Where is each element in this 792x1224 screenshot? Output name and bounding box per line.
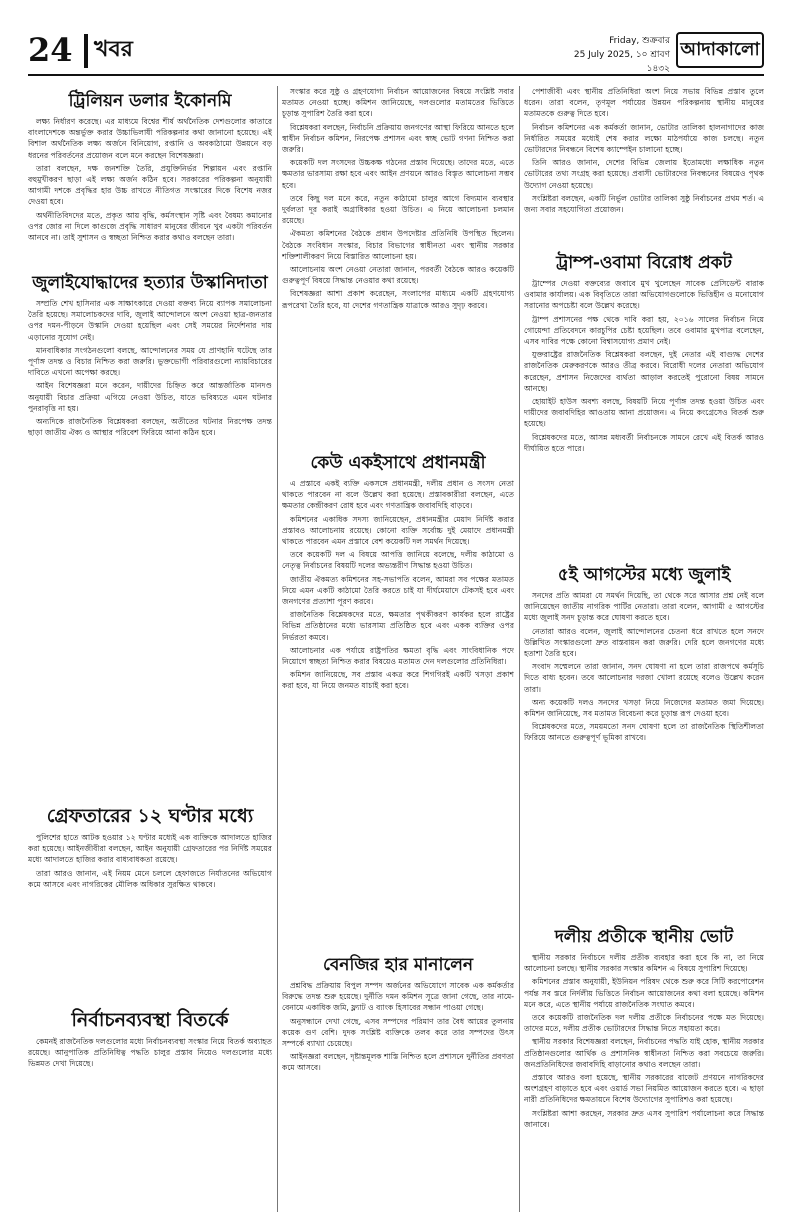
story-body: [524, 86, 764, 246]
paragraph: হোয়াইট হাউস অবশ্য বলছে, বিষয়টি নিয়ে পূর্ণাঙ্গ তদন্ত হওয়া উচিত এবং দায়ীদের জবাবদিহির আওতায় আনা প্রয়োজন। এ নিয়ে কংগ্রেসেও বিতর্ক শুরু হয়েছে।: [524, 397, 764, 429]
paragraph: পুলিশের হাতে আটক হওয়ার ১২ ঘণ্টার মধ্যেই এক ব্যক্তিকে আদালতে হাজির করা হয়েছে। আইনজীবীরা বলছেন, আইন অনুযায়ী গ্রেফতারের পর নির্দিষ্ট সময়ের মধ্যে আদালতে হাজির করার বাধ্যবাধকতা রয়েছে।: [28, 833, 272, 865]
story-local-election: [524, 926, 764, 1212]
paragraph: আইনজ্ঞরা বলছেন, দৃষ্টান্তমূলক শাস্তি নিশ্চিত হলে প্রশাসনে দুর্নীতির প্রবণতা কমে আসবে।: [282, 1052, 514, 1073]
paragraph: অন্য কয়েকটি দলও সনদের খসড়া নিয়ে নিজেদের মতামত জমা দিয়েছে। কমিশন জানিয়েছে, সব মতামত বিবেচনা করে চূড়ান্ত রূপ দেওয়া হবে।: [524, 697, 764, 719]
paragraph: সম্প্রতি শেখ হাসিনার এক সাক্ষাৎকারে দেওয়া বক্তব্য নিয়ে ব্যাপক সমালোচনা তৈরি হয়েছে। সমালোচকদের দাবি, জুলাই আন্দোলনে অংশ নেওয়া ছাত্র-জনতার ওপর দমন-পীড়নে উস্কানি দেওয়া হয়েছিল এবং সেই সময়ের নির্দেশনার দায় এড়ানোর সুযোগ নেই।: [28, 299, 272, 342]
paragraph: কয়েকটি দল সংসদের উচ্চকক্ষ গঠনের প্রস্তাব দিয়েছে। তাদের মতে, এতে ক্ষমতার ভারসাম্য রক্ষা হবে এবং আইন প্রণয়নে আরও বিস্তৃত আলোচনা সম্ভব হবে।: [282, 158, 514, 190]
paragraph: নেতারা আরও বলেন, জুলাই আন্দোলনের চেতনা ধরে রাখতে হলে সনদে উল্লিখিত সংস্কারগুলো দ্রুত বাস্তবায়ন করা জরুরি। দেরি হলে জনগণের মধ্যে হতাশা তৈরি হবে।: [524, 626, 764, 659]
paragraph: প্রস্তাবে আরও বলা হয়েছে, স্থানীয় সরকারের বাজেট প্রণয়নে নাগরিকদের অংশগ্রহণ বাড়াতে হবে এবং ওয়ার্ড সভা নিয়মিত আয়োজন করতে হবে। এ ছাড়া নারী প্রতিনিধিদের ক্ষমতায়নে বিশেষ উদ্যোগের সুপারিশও করা হয়েছে।: [524, 1073, 764, 1105]
story-body: [28, 298, 272, 798]
column-left: [28, 86, 272, 1212]
column-rule: [519, 86, 520, 1212]
paragraph: কমিশনের একাধিক সদস্য জানিয়েছেন, প্রধানমন্ত্রীর মেয়াদ নির্দিষ্ট করার প্রস্তাবও আলোচনায় রয়েছে। কোনো ব্যক্তি সর্বোচ্চ দুই মেয়াদে প্রধানমন্ত্রী থাকতে পারবেন এমন প্রস্তাবে বেশ কয়েকটি দল সমর্থন দিয়েছে।: [282, 514, 514, 547]
headline: দলীয় প্রতীকে স্থানীয় ভোট: [554, 927, 734, 947]
issue-date: 25 July 2025, ১০ শ্রাবণ ১৪৩২: [573, 50, 670, 74]
paragraph: লক্ষ্য নির্ধারণ করেছে। এর মাধ্যমে বিশ্বের শীর্ষ অর্থনৈতিক দেশগুলোর কাতারে বাংলাদেশকে অন্তর্ভুক্ত করার উচ্চাভিলাষী পরিকল্পনার কথা জানানো হয়েছে। এই বিশাল অর্থনৈতিক লক্ষ্য অর্জনে বিনিয়োগ, রপ্তানি ও অবকাঠামো উন্নয়নে বড় ধরনের পরিবর্তনের প্রয়োজন বলে মনে করছেন বিশেষজ্ঞরা।: [28, 117, 272, 160]
paragraph: সংশ্লিষ্টরা বলছেন, একটি নির্ভুল ভোটার তালিকা সুষ্ঠু নির্বাচনের প্রথম শর্ত। এ জন্য সবার সহযোগিতা প্রয়োজন।: [524, 193, 764, 215]
story-body: [524, 590, 764, 920]
paragraph: ট্রাম্প প্রশাসনের পক্ষ থেকে দাবি করা হয়, ২০১৬ সালের নির্বাচন নিয়ে গোয়েন্দা প্রতিবেদনে কারচুপির চেষ্টা হয়েছিল। তবে ওবামার মুখপাত্র বলেছেন, এসব দাবির পক্ষে কোনো বিশ্বাসযোগ্য প্রমাণ নেই।: [524, 314, 764, 347]
paragraph: সনদের প্রতি আমরা যে সমর্থন দিয়েছি, তা থেকে সরে আসার প্রশ্ন নেই বলে জানিয়েছেন জাতীয় নাগরিক পার্টির নেতারা। তারা বলেন, আগামী ৫ আগস্টের মধ্যে জুলাই সনদ চূড়ান্ত করে ঘোষণা করতে হবে।: [524, 591, 764, 623]
paragraph: তিনি আরও জানান, দেশের বিভিন্ন জেলায় ইতোমধ্যে লক্ষাধিক নতুন ভোটারের তথ্য সংগ্রহ করা হয়েছে। প্রবাসী ভোটারদের নিবন্ধনের বিষয়েও পৃথক উদ্যোগ নেওয়া হয়েছে।: [524, 158, 764, 190]
story-body: [28, 832, 272, 1002]
weekday: Friday, শুক্রবার: [609, 36, 670, 46]
paragraph: আলোচনার এক পর্যায়ে রাষ্ট্রপতির ক্ষমতা বৃদ্ধি এবং সাংবিধানিক পদে নিয়োগে স্বচ্ছতা নিশ্চিত করার বিষয়েও মতামত দেন দলগুলোর প্রতিনিধিরা।: [282, 645, 514, 667]
story-body: [28, 116, 272, 266]
story-continuation: [282, 86, 514, 446]
page-number: 24: [28, 31, 73, 69]
header-divider: [84, 34, 88, 68]
paragraph: পেশাজীবী এবং স্থানীয় প্রতিনিধিরা অংশ নিয়ে সভায় বিভিন্ন প্রস্তাব তুলে ধরেন। তারা বলেন, তৃণমূল পর্যায়ের উন্নয়ন পরিকল্পনায় স্থানীয় মানুষের মতামতকে গুরুত্ব দিতে হবে।: [524, 87, 764, 119]
paragraph: সংস্কার করে সুষ্ঠু ও গ্রহণযোগ্য নির্বাচন আয়োজনের বিষয়ে সংশ্লিষ্ট সবার মতামত নেওয়া হচ্ছে। কমিশন জানিয়েছে, দলগুলোর মতামতের ভিত্তিতে চূড়ান্ত সুপারিশ তৈরি করা হবে।: [282, 87, 514, 119]
paragraph: তারা বলছেন, দক্ষ জনশক্তি তৈরি, প্রযুক্তিনির্ভর শিল্পায়ন এবং রপ্তানি বহুমুখীকরণ ছাড়া এই লক্ষ্য অর্জন কঠিন হবে। সরকারের পরিকল্পনা অনুযায়ী আগামী দশকে প্রবৃদ্ধির হার উচ্চ রাখতে নীতিগত সংস্কারের দিকে বিশেষ নজর দেওয়া হবে।: [28, 163, 272, 207]
headline: ট্রিলিয়ন ডলার ইকোনমি: [68, 91, 232, 111]
paragraph: তারা আরও জানান, এই নিয়ম মেনে চললে হেফাজতে নির্যাতনের অভিযোগ কমে আসবে এবং নাগরিকের মৌলিক অধিকার সুরক্ষিত থাকবে।: [28, 868, 272, 889]
story-july-fighters: [28, 272, 272, 798]
paragraph: সংবাদ সম্মেলনে তারা জানান, সনদ ঘোষণা না হলে তারা রাজপথে কর্মসূচি দিতে বাধ্য হবেন। তবে আলোচনার দরজা খোলা রয়েছে বলেও উল্লেখ করেন তারা।: [524, 662, 764, 694]
headline: গ্রেফতারের ১২ ঘণ্টার মধ্যে: [46, 805, 254, 827]
paragraph: তবে কিছু দল মনে করে, নতুন কাঠামো চালুর আগে বিদ্যমান ব্যবস্থার দুর্বলতা দূর করাই অগ্রাধিকার হওয়া উচিত। এ নিয়ে আলোচনা চলমান রয়েছে।: [282, 193, 514, 226]
headline: কেউ একইসাথে প্রধানমন্ত্রী: [310, 453, 486, 473]
paragraph: কমিশন জানিয়েছে, সব প্রস্তাব একত্র করে শিগগিরই একটি খসড়া প্রকাশ করা হবে, যা নিয়ে জনমত যাচাই করা হবে।: [282, 670, 514, 691]
paragraph: যুক্তরাষ্ট্রের রাজনৈতিক বিশ্লেষকরা বলছেন, দুই নেতার এই বাগ্যুদ্ধ দেশের রাজনৈতিক মেরুকরণকে আরও তীব্র করবে। বিরোধী দলের নেতারা অভিযোগ করেছেন, প্রশাসন নিজেদের ব্যর্থতা আড়াল করতেই পুরোনো বিষয় সামনে আনছে।: [524, 350, 764, 393]
paragraph: তবে কয়েকটি রাজনৈতিক দল দলীয় প্রতীকে নির্বাচনের পক্ষে মত দিয়েছে। তাদের মতে, দলীয় প্রতীক ভোটারদের সিদ্ধান্ত নিতে সহায়তা করে।: [524, 1013, 764, 1034]
paragraph: জাতীয় ঐকমত্য কমিশনের সহ-সভাপতি বলেন, আমরা সব পক্ষের মতামত নিয়ে এমন একটি কাঠামো তৈরি করতে চাই যা দীর্ঘমেয়াদে টেকসই হবে এবং জনগণের প্রত্যাশা পূরণ করবে।: [282, 574, 514, 607]
headline: জুলাইযোদ্ধাদের হত্যার উস্কানিদাতা: [32, 273, 268, 293]
story-trump-obama: [524, 252, 764, 558]
page-header: [28, 30, 764, 76]
paragraph: মানবাধিকার সংগঠনগুলো বলছে, আন্দোলনের সময় যে প্রাণহানি ঘটেছে তার পূর্ণাঙ্গ তদন্ত ও বিচার নিশ্চিত করা জরুরি। ভুক্তভোগী পরিবারগুলো ন্যায়বিচারের দাবিতে এখনো অপেক্ষা করছে।: [28, 345, 272, 378]
paragraph: আইন বিশেষজ্ঞরা মনে করেন, দায়ীদের চিহ্নিত করে আন্তর্জাতিক মানদণ্ড অনুযায়ী বিচার প্রক্রিয়া এগিয়ে নেওয়া উচিত, যাতে ভবিষ্যতে এমন ঘটনার পুনরাবৃত্তি না হয়।: [28, 381, 272, 413]
section-label: খবর: [94, 37, 133, 62]
story-trillion-dollar-economy: [28, 90, 272, 266]
column-rule: [277, 86, 278, 1212]
column-right: [524, 86, 764, 1212]
headline: ট্রাম্প-ওবামা বিরোধ প্রকট: [556, 253, 732, 273]
story-body: [524, 278, 764, 558]
paragraph: রাজনৈতিক বিশ্লেষকদের মতে, ক্ষমতার পৃথকীকরণ কার্যকর হলে রাষ্ট্রের বিভিন্ন প্রতিষ্ঠানের মধ্যে ভারসাম্য প্রতিষ্ঠিত হবে এবং একক ব্যক্তির ওপর নির্ভরতা কমবে।: [282, 610, 514, 642]
story-continuation: [524, 86, 764, 246]
paragraph: বিশ্লেষকরা বলছেন, নির্বাচনি প্রক্রিয়ায় জনগণের আস্থা ফিরিয়ে আনতে হলে স্বাধীন নির্বাচন কমিশন, নিরপেক্ষ প্রশাসন এবং স্বচ্ছ ভোট গণনা নিশ্চিত করা জরুরি।: [282, 122, 514, 155]
story-election-debate: [28, 1008, 272, 1090]
paragraph: প্রশ্নবিদ্ধ প্রক্রিয়ায় বিপুল সম্পদ অর্জনের অভিযোগে সাবেক এক কর্মকর্তার বিরুদ্ধে তদন্ত শুরু হয়েছে। দুর্নীতি দমন কমিশন সূত্রে জানা গেছে, তার নামে-বেনামে একাধিক জমি, ফ্ল্যাট ও ব্যাংক হিসাবের সন্ধান পাওয়া গেছে।: [282, 981, 514, 1013]
paragraph: ঐকমত্য কমিশনের বৈঠকে প্রধান উপদেষ্টার প্রতিনিধি উপস্থিত ছিলেন। বৈঠকে সংবিধান সংস্কার, বিচার বিভাগের স্বাধীনতা এবং স্থানীয় সরকার শক্তিশালীকরণ নিয়ে বিস্তারিত আলোচনা হয়।: [282, 229, 514, 261]
paragraph: সংশ্লিষ্টরা আশা করছেন, সরকার দ্রুত এসব সুপারিশ পর্যালোচনা করে সিদ্ধান্ত জানাবে।: [524, 1108, 764, 1129]
story-body: [524, 952, 764, 1212]
paragraph: এ প্রস্তাবে একই ব্যক্তি একসঙ্গে প্রধানমন্ত্রী, দলীয় প্রধান ও সংসদ নেতা থাকতে পারবেন না বলে উল্লেখ করা হয়েছে। প্রস্তাবকারীরা বলছেন, এতে ক্ষমতার কেন্দ্রীকরণ রোধ হবে এবং গণতান্ত্রিক জবাবদিহি বাড়বে।: [282, 479, 514, 511]
story-body: [28, 1036, 272, 1090]
newspaper-logo: আদাকালো: [676, 32, 764, 68]
paragraph: আলোচনায় অংশ নেওয়া নেতারা জানান, পরবর্তী বৈঠকে আরও কয়েকটি গুরুত্বপূর্ণ বিষয়ে সিদ্ধান্ত নেওয়ার কথা রয়েছে।: [282, 265, 514, 286]
story-prime-minister: [282, 452, 514, 948]
paragraph: স্থানীয় সরকার বিশেষজ্ঞরা বলছেন, নির্বাচনের পদ্ধতি যাই হোক, স্থানীয় সরকার প্রতিষ্ঠানগুলোর আর্থিক ও প্রশাসনিক স্বাধীনতা নিশ্চিত করা সবচেয়ে জরুরি। জনপ্রতিনিধিদের জবাবদিহি বাড়ানোর কথাও বলছেন তারা।: [524, 1037, 764, 1069]
paragraph: কেমনই রাজনৈতিক দলগুলোর মধ্যে নির্বাচনব্যবস্থা সংস্কার নিয়ে বিতর্ক অব্যাহত রয়েছে। আনুপাতিক প্রতিনিধিত্ব পদ্ধতি চালুর প্রস্তাব নিয়েও দলগুলোর মধ্যে ভিন্নমত দেখা দিয়েছে।: [28, 1037, 272, 1069]
paragraph: অন্যদিকে রাজনৈতিক বিশ্লেষকরা বলছেন, অতীতের ঘটনার নিরপেক্ষ তদন্ত ছাড়া জাতীয় ঐক্য ও আস্থার পরিবেশ ফিরিয়ে আনা কঠিন হবে।: [28, 417, 272, 438]
headline: নির্বাচনব্যবস্থা বিতর্কে: [71, 1009, 229, 1031]
story-body: [282, 478, 514, 948]
paragraph: অনুসন্ধানে দেখা গেছে, এসব সম্পদের পরিমাণ তার বৈধ আয়ের তুলনায় কয়েক গুণ বেশি। দুদক সংশ্লিষ্ট ব্যক্তিকে তলব করে তার সম্পদের উৎস সম্পর্কে ব্যাখ্যা চেয়েছে।: [282, 1016, 514, 1049]
date-block: [550, 34, 670, 76]
paragraph: বিশ্লেষকদের মতে, আসন্ন মধ্যবর্তী নির্বাচনকে সামনে রেখে এই বিতর্ক আরও দীর্ঘায়িত হতে পারে।: [524, 432, 764, 453]
paragraph: নির্বাচন কমিশনের এক কর্মকর্তা জানান, ভোটার তালিকা হালনাগাদের কাজ নির্ধারিত সময়ের মধ্যেই শেষ করার লক্ষ্যে মাঠপর্যায়ে কাজ চলছে। নতুন ভোটারদের নিবন্ধনে বিশেষ ক্যাম্পেইন চালানো হচ্ছে।: [524, 122, 764, 155]
column-middle: [282, 86, 514, 1212]
paragraph: কমিশনের প্রস্তাব অনুযায়ী, ইউনিয়ন পরিষদ থেকে শুরু করে সিটি করপোরেশন পর্যন্ত সব স্তরে নির্দলীয় ভিত্তিতে নির্বাচন আয়োজনের কথা বলা হয়েছে। কমিশন মনে করে, এতে স্থানীয় পর্যায়ে রাজনৈতিক সংঘাত কমবে।: [524, 977, 764, 1009]
headline: ৫ই আগস্টের মধ্যে জুলাই: [557, 565, 731, 585]
story-july-charter: [524, 564, 764, 920]
paragraph: অর্থনীতিবিদদের মতে, প্রকৃত আয় বৃদ্ধি, কর্মসংস্থান সৃষ্টি এবং বৈষম্য কমানোর ওপর জোর না দিলে কাগুজে প্রবৃদ্ধি সাধারণ মানুষের জীবনে খুব একটা পরিবর্তন আনবে না। তাই সুশাসন ও স্বচ্ছতা নিশ্চিত করার কথাও বলছেন তারা।: [28, 210, 272, 243]
story-body: [282, 980, 514, 1212]
paragraph: স্থানীয় সরকার নির্বাচনে দলীয় প্রতীক ব্যবহার করা হবে কি না, তা নিয়ে আলোচনা চলছে। স্থানীয় সরকার সংস্কার কমিশন এ বিষয়ে সুপারিশ দিয়েছে।: [524, 953, 764, 974]
story-arrest-12-hours: [28, 804, 272, 1002]
paragraph: বিশেষজ্ঞরা আশা প্রকাশ করেছেন, সংলাপের মাধ্যমে একটি গ্রহণযোগ্য রূপরেখা তৈরি হবে, যা দেশের গণতান্ত্রিক যাত্রাকে আরও সুদৃঢ় করবে।: [282, 289, 514, 310]
paragraph: তবে কয়েকটি দল এ বিষয়ে আপত্তি জানিয়ে বলেছে, দলীয় কাঠামো ও নেতৃত্ব নির্বাচনের বিষয়টি দলের অভ্যন্তরীণ সিদ্ধান্ত হওয়া উচিত।: [282, 550, 514, 571]
paragraph: বিশ্লেষকদের মতে, সময়মতো সনদ ঘোষণা হলে তা রাজনৈতিক স্থিতিশীলতা ফিরিয়ে আনতে গুরুত্বপূর্ণ ভূমিকা রাখবে।: [524, 722, 764, 743]
story-benazir: [282, 954, 514, 1212]
paragraph: ট্রাম্পের দেওয়া বক্তব্যের জবাবে মুখ খুলেছেন সাবেক প্রেসিডেন্ট বারাক ওবামার কার্যালয়। এক বিবৃতিতে তারা অভিযোগগুলোকে ভিত্তিহীন ও মনোযোগ সরানোর অপচেষ্টা বলে উল্লেখ করেছে।: [524, 279, 764, 311]
story-body: [282, 86, 514, 446]
headline: বেনজির হার মানালেন: [322, 955, 474, 975]
